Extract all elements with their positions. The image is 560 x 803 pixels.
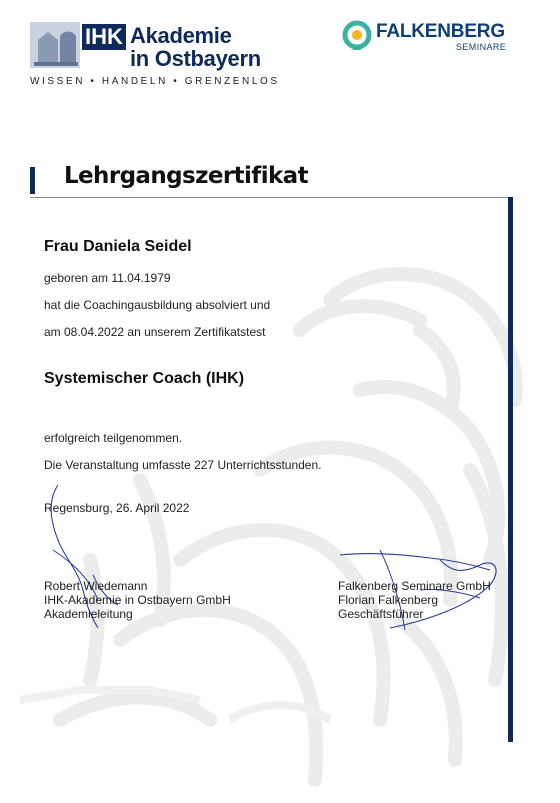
ihk-tagline: WISSEN • HANDELN • GRENZENLOS: [30, 76, 280, 87]
success-line: erfolgreich teilgenommen.: [44, 431, 183, 445]
signature-block-left: [44, 579, 231, 621]
falkenberg-sub: SEMINARE: [456, 42, 507, 52]
completion-line: hat die Coachingausbildung absolviert und: [44, 298, 271, 312]
title-accent-bar: [30, 167, 35, 194]
signer-left-role: Akademieleitung: [44, 607, 133, 621]
certificate-title: Lehrgangszertifikat: [64, 163, 308, 189]
signature-block-right: [338, 579, 491, 621]
falkenberg-logo-icon: [342, 20, 372, 50]
signer-right-name: Florian Falkenberg: [338, 593, 439, 607]
signer-left-org: IHK-Akademie in Ostbayern GmbH: [44, 593, 231, 607]
title-divider: [30, 197, 512, 198]
hours-line: Die Veranstaltung umfasste 227 Unterrichtsstunden.: [44, 458, 322, 472]
signer-right-role: Geschäftsführer: [338, 607, 424, 621]
falkenberg-name: FALKENBERG: [376, 21, 505, 42]
course-name: Systemischer Coach (IHK): [44, 370, 245, 387]
signer-left-name: Robert Wiedemann: [44, 579, 148, 593]
right-border-bar: [508, 197, 513, 742]
birth-date: geboren am 11.04.1979: [44, 271, 171, 285]
ihk-logo-box: IHK: [82, 24, 126, 50]
signer-right-org: Falkenberg Seminare GmbH: [338, 579, 491, 593]
place-date: Regensburg, 26. April 2022: [44, 501, 190, 515]
exam-line: am 08.04.2022 an unserem Zertifikatstest: [44, 325, 266, 339]
recipient-name: Frau Daniela Seidel: [44, 238, 192, 255]
ihk-name-line2: in Ostbayern: [130, 46, 261, 71]
ihk-name-line1: Akademie: [130, 23, 232, 48]
